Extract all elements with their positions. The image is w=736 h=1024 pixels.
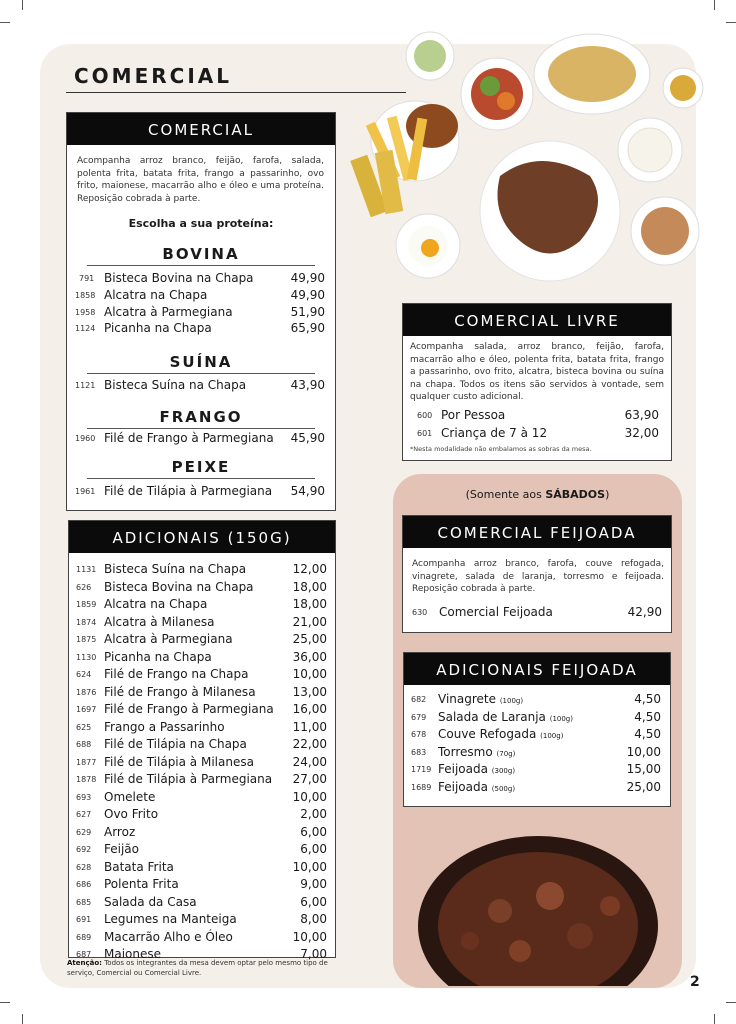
bovina-heading: BOVINA xyxy=(162,245,240,263)
menu-item[interactable] xyxy=(404,762,670,779)
item-name-text: Vinagrete xyxy=(438,692,496,706)
peixe-heading: PEIXE xyxy=(171,458,231,476)
saturday-suffix: ) xyxy=(605,488,610,501)
footnote-text: Todos os integrantes da mesa devem optar pelo mesmo tipo de serviço, Comercial ou Comercial Livre. xyxy=(67,959,328,977)
item-price: 15,00 xyxy=(626,762,661,777)
menu-item[interactable] xyxy=(69,842,335,859)
item-code: 628 xyxy=(76,862,92,872)
item-name: Bisteca Bovina na Chapa xyxy=(104,579,254,594)
item-code: 1877 xyxy=(76,757,97,767)
footnote xyxy=(67,958,347,978)
item-code: 1121 xyxy=(75,381,96,390)
item-price: 2,00 xyxy=(300,807,327,821)
menu-item[interactable] xyxy=(69,580,335,597)
item-size: (70g) xyxy=(496,749,516,758)
menu-item[interactable] xyxy=(67,378,335,395)
item-name xyxy=(438,745,515,759)
item-name: Macarrão Alho e Óleo xyxy=(104,929,233,944)
feijoada-panel xyxy=(402,515,672,633)
item-price: 45,90 xyxy=(290,431,325,445)
item-code: 1874 xyxy=(76,617,97,627)
item-price: 4,50 xyxy=(634,692,661,706)
item-name: Criança de 7 à 12 xyxy=(441,426,548,440)
item-price: 54,90 xyxy=(290,484,325,498)
item-code: 688 xyxy=(76,740,92,749)
item-code: 1958 xyxy=(75,308,96,317)
menu-item[interactable] xyxy=(69,790,335,807)
item-size: (500g) xyxy=(491,785,516,793)
item-price: 25,00 xyxy=(292,632,327,646)
item-name xyxy=(438,762,515,776)
item-price: 10,00 xyxy=(626,744,661,759)
item-code: 624 xyxy=(76,670,92,679)
item-price: 4,50 xyxy=(634,709,661,724)
item-name: Picanha na Chapa xyxy=(104,649,212,664)
item-price: 43,90 xyxy=(290,378,325,392)
food-photo-icon xyxy=(340,26,710,286)
item-price: 42,90 xyxy=(627,605,662,619)
adicionais-panel xyxy=(68,520,336,961)
item-price: 25,00 xyxy=(626,780,661,794)
item-name: Frango a Passarinho xyxy=(104,719,225,734)
saturday-note xyxy=(395,488,680,501)
adicionais-feijoada-header: ADICIONAIS FEIJOADA xyxy=(404,653,670,685)
item-price: 18,00 xyxy=(292,579,327,594)
item-name xyxy=(438,710,573,724)
item-name: Alcatra à Parmegiana xyxy=(104,305,233,319)
item-code: 791 xyxy=(79,274,95,283)
item-code: 1859 xyxy=(76,600,97,609)
item-price: 13,00 xyxy=(292,684,327,699)
item-price: 12,00 xyxy=(292,562,327,576)
item-code: 679 xyxy=(411,712,427,722)
menu-item[interactable] xyxy=(69,615,335,632)
crop-mark xyxy=(22,0,23,10)
item-code: 627 xyxy=(76,810,92,819)
menu-item[interactable] xyxy=(69,860,335,877)
item-price: 10,00 xyxy=(292,667,327,681)
item-name: Por Pessoa xyxy=(441,408,506,422)
item-price: 8,00 xyxy=(300,912,327,926)
menu-item[interactable] xyxy=(67,288,335,305)
item-code: 1689 xyxy=(411,783,432,792)
item-name: Alcatra à Parmegiana xyxy=(104,632,233,646)
item-price: 36,00 xyxy=(292,649,327,664)
item-price: 32,00 xyxy=(624,426,659,440)
frango-divider xyxy=(87,428,315,429)
item-code: 601 xyxy=(417,429,433,438)
item-code: 686 xyxy=(76,880,92,889)
comercial-description: Acompanha arroz branco, feijão, farofa, salada, polenta frita, batata frita, frango a passarinho, ovo frito, maionese, macarrão alho e óleo e uma proteína. Reposição cobrada à parte. xyxy=(77,156,324,204)
item-code: 1961 xyxy=(75,487,96,496)
item-name: Comercial Feijoada xyxy=(439,605,553,619)
choose-protein-label: Escolha a sua proteína: xyxy=(128,217,274,230)
menu-item[interactable] xyxy=(67,484,335,501)
peixe-divider xyxy=(87,478,315,479)
crop-mark xyxy=(726,22,736,23)
item-name: Bisteca Suína na Chapa xyxy=(104,378,247,392)
adicionais-feijoada-panel xyxy=(403,652,671,807)
item-size: (100g) xyxy=(549,714,573,723)
item-name: Polenta Frita xyxy=(104,877,179,891)
item-price: 49,90 xyxy=(290,271,325,285)
footnote-label: Atenção: xyxy=(67,959,102,967)
livre-header: COMERCIAL LIVRE xyxy=(403,304,671,336)
item-price: 10,00 xyxy=(292,789,327,804)
item-code: 689 xyxy=(76,932,92,942)
item-name: Filé de Tilápia à Parmegiana xyxy=(104,484,273,498)
item-size: (100g) xyxy=(540,732,564,741)
adicionais-list xyxy=(69,562,335,961)
suina-divider xyxy=(87,373,315,374)
item-price: 63,90 xyxy=(624,408,659,422)
item-name: Bisteca Suína na Chapa xyxy=(104,562,247,576)
bovina-divider xyxy=(87,265,315,266)
menu-item[interactable] xyxy=(69,562,335,579)
crop-mark xyxy=(22,1014,23,1024)
menu-item[interactable] xyxy=(69,685,335,702)
menu-item[interactable] xyxy=(404,745,670,762)
adicionais-header: ADICIONAIS (150G) xyxy=(69,521,335,553)
livre-description: Acompanha salada, arroz branco, feijão, farofa, macarrão alho e óleo, polenta frita, batata frita, frango a passarinho, ovo frito, alcatra, bisteca bovina ou suína na chapa. Todos os itens são servidos à vontade, sem qualquer custo adicional. xyxy=(410,342,664,402)
item-price: 4,50 xyxy=(634,727,661,742)
item-code: 626 xyxy=(76,582,92,592)
item-price: 18,00 xyxy=(292,597,327,611)
item-name: Salada da Casa xyxy=(104,894,197,909)
menu-item[interactable] xyxy=(69,702,335,719)
item-code: 1719 xyxy=(411,765,432,775)
item-name: Ovo Frito xyxy=(104,807,159,821)
crop-mark xyxy=(714,1014,715,1024)
item-code: 629 xyxy=(76,827,92,837)
item-name: Picanha na Chapa xyxy=(104,321,212,335)
item-price: 6,00 xyxy=(300,894,327,909)
menu-item[interactable] xyxy=(69,650,335,667)
item-price: 21,00 xyxy=(292,614,327,629)
livre-note: *Nesta modalidade não embalamos as sobras da mesa. xyxy=(410,445,592,453)
menu-item[interactable] xyxy=(404,727,670,744)
item-code: 625 xyxy=(76,722,92,732)
item-name-text: Couve Refogada xyxy=(438,727,537,742)
menu-item[interactable] xyxy=(403,605,671,622)
item-price: 10,00 xyxy=(292,859,327,874)
suina-heading: SUÍNA xyxy=(169,353,233,371)
item-price: 6,00 xyxy=(300,824,327,839)
item-name xyxy=(438,780,515,794)
item-code: 630 xyxy=(412,608,428,617)
item-code: 1858 xyxy=(75,291,96,300)
menu-item[interactable] xyxy=(69,877,335,894)
item-name: Omelete xyxy=(104,789,156,804)
item-name: Filé de Frango à Parmegiana xyxy=(104,702,274,716)
menu-item[interactable] xyxy=(69,807,335,824)
menu-item[interactable] xyxy=(67,305,335,322)
item-price: 11,00 xyxy=(292,719,327,734)
item-name-text: Torresmo xyxy=(438,744,493,759)
crop-mark xyxy=(0,1002,10,1003)
menu-item[interactable] xyxy=(69,825,335,842)
menu-item[interactable] xyxy=(67,271,335,288)
item-name: Feijão xyxy=(104,842,139,856)
saturday-prefix: (Somente aos xyxy=(465,488,546,501)
item-code: 1875 xyxy=(76,635,97,644)
item-code: 685 xyxy=(76,897,92,907)
item-code: 693 xyxy=(76,792,92,802)
menu-item[interactable] xyxy=(69,930,335,947)
menu-item[interactable] xyxy=(403,408,671,425)
item-name-text: Feijoada xyxy=(438,762,488,777)
menu-item[interactable] xyxy=(67,321,335,338)
crop-mark xyxy=(0,22,10,23)
item-price: 9,00 xyxy=(300,877,327,891)
item-name: Batata Frita xyxy=(104,859,174,874)
item-name: Filé de Tilápia à Parmegiana xyxy=(104,772,273,786)
item-code: 682 xyxy=(411,695,427,704)
item-size: (300g) xyxy=(491,767,516,776)
item-name: Arroz xyxy=(104,824,136,839)
item-price: 24,00 xyxy=(292,754,327,769)
item-code: 1878 xyxy=(76,775,97,784)
menu-item[interactable] xyxy=(69,912,335,929)
item-name: Filé de Frango na Chapa xyxy=(104,667,249,681)
item-name: Filé de Tilápia à Milanesa xyxy=(104,754,254,769)
item-name-text: Feijoada xyxy=(438,780,488,794)
item-name: Filé de Frango à Milanesa xyxy=(104,684,256,699)
item-name xyxy=(438,727,563,741)
item-price: 49,90 xyxy=(290,288,325,302)
menu-item[interactable] xyxy=(69,597,335,614)
crop-mark xyxy=(726,1002,736,1003)
item-code: 691 xyxy=(76,915,92,924)
item-code: 683 xyxy=(411,747,427,757)
item-price: 51,90 xyxy=(290,305,325,319)
item-price: 6,00 xyxy=(300,842,327,856)
item-code: 1697 xyxy=(76,705,97,714)
item-name: Alcatra à Milanesa xyxy=(104,614,215,629)
item-code: 687 xyxy=(76,950,92,959)
item-size: (100g) xyxy=(499,697,524,705)
menu-item[interactable] xyxy=(69,720,335,737)
item-price: 10,00 xyxy=(292,929,327,944)
adicionais-feijoada-list xyxy=(404,692,670,802)
item-code: 1130 xyxy=(76,652,97,662)
menu-item[interactable] xyxy=(404,780,670,797)
comercial-panel xyxy=(66,112,336,511)
item-price: 7,00 xyxy=(300,947,327,961)
frango-heading: FRANGO xyxy=(159,408,243,426)
menu-item[interactable] xyxy=(69,737,335,754)
menu-item[interactable] xyxy=(67,431,335,448)
item-name-text: Salada de Laranja xyxy=(438,709,546,724)
menu-item[interactable] xyxy=(69,667,335,684)
menu-item[interactable] xyxy=(69,895,335,912)
feijoada-photo-icon xyxy=(410,826,672,986)
feijoada-header: COMERCIAL FEIJOADA xyxy=(403,516,671,548)
item-name: Legumes na Manteiga xyxy=(104,912,237,926)
menu-item[interactable] xyxy=(69,755,335,772)
item-price: 27,00 xyxy=(292,772,327,786)
item-price: 65,90 xyxy=(290,321,325,335)
item-name: Maionese xyxy=(104,947,162,961)
menu-item[interactable] xyxy=(403,426,671,443)
item-name: Filé de Tilápia na Chapa xyxy=(104,737,247,751)
menu-item[interactable] xyxy=(404,710,670,727)
item-code: 1124 xyxy=(75,324,96,333)
page-title: COMERCIAL xyxy=(74,64,232,88)
saturday-bold: SÁBADOS xyxy=(545,488,606,501)
menu-item[interactable] xyxy=(69,632,335,649)
menu-item[interactable] xyxy=(69,772,335,789)
item-name: Alcatra na Chapa xyxy=(104,597,208,611)
menu-item[interactable] xyxy=(404,692,670,709)
item-code: 1131 xyxy=(76,565,97,574)
livre-panel xyxy=(402,303,672,461)
comercial-header: COMERCIAL xyxy=(67,113,335,145)
item-code: 692 xyxy=(76,845,92,854)
item-name: Bisteca Bovina na Chapa xyxy=(104,271,254,285)
item-price: 16,00 xyxy=(292,702,327,716)
page-number: 2 xyxy=(690,974,700,990)
item-code: 1876 xyxy=(76,687,97,697)
crop-mark xyxy=(714,0,715,10)
item-name xyxy=(438,692,523,706)
item-code: 1960 xyxy=(75,434,96,443)
feijoada-description: Acompanha arroz branco, farofa, couve refogada, vinagrete, salada de laranja, torresmo e feijoada. Reposição cobrada à parte. xyxy=(412,559,664,594)
item-code: 678 xyxy=(411,730,427,740)
item-code: 600 xyxy=(417,411,433,420)
item-name: Alcatra na Chapa xyxy=(104,288,208,302)
item-price: 22,00 xyxy=(292,737,327,751)
item-name: Filé de Frango à Parmegiana xyxy=(104,431,274,445)
